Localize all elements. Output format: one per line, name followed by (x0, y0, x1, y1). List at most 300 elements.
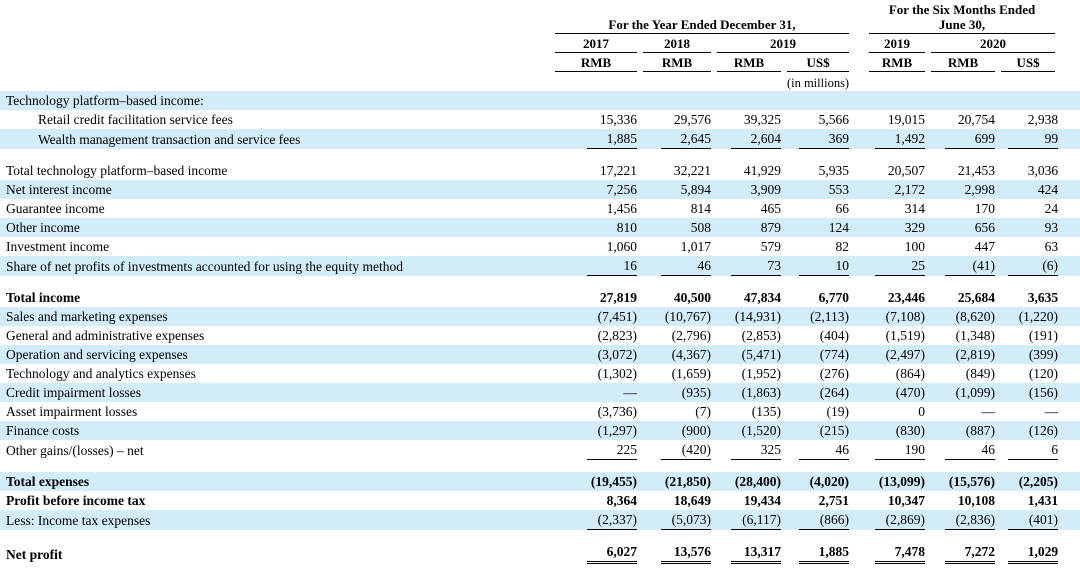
spacer-cell (0, 276, 1080, 288)
value-cell (784, 510, 852, 530)
value-cell (998, 510, 1080, 530)
table-row (0, 491, 1080, 510)
value-cell: (2,819) (928, 345, 998, 364)
unit-note: (in millions) (786, 76, 850, 90)
value-cell (928, 91, 998, 110)
value-cell: (1,220) (998, 307, 1080, 326)
underlined-value: 46 (945, 440, 995, 460)
value-cell: 329 (866, 218, 928, 237)
value-cell (640, 510, 714, 530)
value-cell: (1,348) (955, 328, 996, 343)
value-cell: (864) (895, 366, 926, 381)
value-cell (640, 91, 714, 110)
value-cell: (935) (640, 383, 714, 402)
interim-2020: 2020 (928, 34, 1080, 53)
value-cell: 447 (974, 239, 996, 254)
year-2019: 2019 (714, 34, 852, 53)
column-gap (852, 2, 866, 34)
value-cell: 814 (690, 201, 711, 216)
value-cell (998, 542, 1080, 564)
value-cell: 18,649 (673, 493, 711, 508)
value-cell: 29,576 (673, 112, 711, 127)
value-cell: 10,347 (887, 493, 926, 508)
page (0, 2, 1080, 585)
table-body (0, 91, 1080, 564)
value-cell: (404) (819, 328, 850, 343)
value-cell: 810 (552, 218, 640, 237)
value-cell: 20,507 (887, 163, 926, 178)
column-gap (852, 161, 866, 180)
value-cell: 1,017 (680, 239, 711, 254)
value-cell: 2,751 (818, 493, 850, 508)
underlined-value: (41) (945, 256, 995, 276)
currency-col-6: RMB (928, 53, 998, 72)
column-gap (852, 110, 866, 129)
empty-cell (0, 72, 552, 91)
value-cell: (2,853) (741, 328, 781, 343)
value-cell: 2,998 (928, 180, 998, 199)
value-cell (866, 256, 928, 276)
empty-cell (714, 72, 784, 91)
value-cell: (2,205) (998, 472, 1080, 491)
value-cell: (8,620) (928, 307, 998, 326)
value-cell (552, 440, 640, 460)
table-row (0, 91, 1080, 110)
value-cell: 27,819 (599, 290, 637, 305)
table-row (0, 326, 1080, 345)
currency-col-2: RMB (640, 53, 714, 72)
row-label: Sales and marketing expenses (0, 307, 552, 326)
empty-cell (552, 72, 640, 91)
value-cell: 100 (904, 239, 926, 254)
value-cell (998, 440, 1080, 460)
value-cell: (2,113) (784, 307, 852, 326)
spacer-cell (0, 530, 1080, 542)
value-cell: 47,834 (743, 290, 781, 305)
table-row (0, 129, 1080, 149)
value-cell: 508 (640, 218, 714, 237)
value-cell: (7) (695, 404, 711, 419)
underlined-value: 10 (799, 256, 849, 276)
value-cell: 5,894 (640, 180, 714, 199)
value-cell: 1,456 (606, 201, 637, 216)
value-cell: (15,576) (928, 472, 998, 491)
value-cell: 553 (784, 180, 852, 199)
double-underlined-value: 13,576 (661, 542, 711, 564)
value-cell: (1,520) (714, 421, 784, 440)
year-2017: 2017 (552, 34, 640, 53)
table-row (0, 199, 1080, 218)
value-cell: (1,297) (552, 421, 640, 440)
value-cell: (10,767) (640, 307, 714, 326)
value-cell: 39,325 (743, 112, 781, 127)
value-cell: (191) (1028, 328, 1059, 343)
value-cell: 19,434 (743, 493, 781, 508)
value-cell: 7,256 (552, 180, 640, 199)
spacer-cell (0, 460, 1080, 472)
header-currency-row (0, 53, 1080, 72)
value-cell: 21,453 (957, 163, 996, 178)
table-row (0, 440, 1080, 460)
value-cell: (830) (866, 421, 928, 440)
empty-cell (998, 72, 1080, 91)
annual-group-label: For the Year Ended December 31, (608, 17, 796, 32)
row-label: Technology and analytics expenses (6, 366, 196, 381)
value-cell: 879 (714, 218, 784, 237)
value-cell (784, 129, 852, 149)
double-underlined-value: 6,027 (587, 542, 637, 564)
underlined-value: 2,645 (661, 129, 711, 149)
column-gap (852, 491, 866, 510)
value-cell: (774) (784, 345, 852, 364)
value-cell: 20,754 (957, 112, 996, 127)
value-cell (714, 510, 784, 530)
value-cell: 24 (1044, 201, 1059, 216)
table-row (0, 218, 1080, 237)
value-cell: 17,221 (599, 163, 637, 178)
value-cell: (470) (866, 383, 928, 402)
row-label: Profit before income tax (6, 493, 146, 508)
underlined-value: 16 (587, 256, 637, 276)
spacer-row (0, 149, 1080, 161)
column-gap (852, 199, 866, 218)
column-gap (852, 129, 866, 149)
value-cell: 2,938 (1027, 112, 1059, 127)
value-cell: 8,364 (606, 493, 637, 508)
spacer-row (0, 460, 1080, 472)
table-row (0, 110, 1080, 129)
currency-col-4: US$ (784, 53, 852, 72)
double-underlined-value: 1,885 (799, 542, 849, 564)
double-underlined-value: 1,029 (1008, 542, 1058, 564)
underlined-value: 2,604 (731, 129, 781, 149)
currency-col-7: US$ (998, 53, 1080, 72)
value-cell: — (1044, 404, 1059, 419)
value-cell: 40,500 (673, 290, 711, 305)
row-label: Total income (6, 290, 81, 305)
value-cell: 3,036 (1027, 163, 1059, 178)
value-cell (714, 129, 784, 149)
row-label: Retail credit facilitation service fees (38, 112, 233, 127)
table-row (0, 542, 1080, 564)
value-cell: (7,451) (552, 307, 640, 326)
header-units-row (0, 72, 1080, 91)
value-cell: (2,796) (671, 328, 711, 343)
value-cell: (7,108) (866, 307, 928, 326)
underlined-value: (866) (799, 510, 849, 530)
underlined-value: 73 (731, 256, 781, 276)
row-label: Operation and servicing expenses (0, 345, 552, 364)
underlined-value: 46 (661, 256, 711, 276)
value-cell: (19,455) (552, 472, 640, 491)
table-row (0, 383, 1080, 402)
year-2018: 2018 (640, 34, 714, 53)
value-cell: 1,060 (606, 239, 637, 254)
row-label: Technology platform–based income: (0, 91, 552, 110)
value-cell (928, 256, 998, 276)
value-cell: 19,015 (887, 112, 926, 127)
value-cell (998, 91, 1080, 110)
financial-table (0, 2, 1080, 564)
column-gap (852, 364, 866, 383)
value-cell: 465 (760, 201, 781, 216)
row-label: Wealth management transaction and service fees (0, 129, 552, 149)
value-cell (998, 256, 1080, 276)
value-cell: (1,519) (885, 328, 926, 343)
column-gap (852, 402, 866, 421)
interim-group-label-line1: For the Six Months Ended (888, 2, 1036, 17)
row-label: Less: Income tax expenses (0, 510, 552, 530)
value-cell (714, 91, 784, 110)
value-cell: (264) (784, 383, 852, 402)
double-underlined-value: 7,478 (875, 542, 925, 564)
value-cell: (3,072) (552, 345, 640, 364)
value-cell (552, 91, 640, 110)
value-cell: (3,736) (597, 404, 637, 419)
double-underlined-value: 13,317 (731, 542, 781, 564)
value-cell (552, 542, 640, 564)
row-label: Total expenses (0, 472, 552, 491)
spacer-cell (0, 149, 1080, 161)
value-cell (552, 129, 640, 149)
value-cell: 10,108 (957, 493, 996, 508)
column-gap (852, 542, 866, 564)
column-gap (852, 91, 866, 110)
underlined-value: 46 (799, 440, 849, 460)
value-cell: 23,446 (887, 290, 926, 305)
underlined-value: (6) (1008, 256, 1058, 276)
value-cell (552, 510, 640, 530)
spacer-row (0, 276, 1080, 288)
value-cell (640, 440, 714, 460)
value-cell: — (981, 404, 996, 419)
underlined-value: 190 (875, 440, 925, 460)
column-gap (852, 307, 866, 326)
underlined-value: 6 (1008, 440, 1058, 460)
underlined-value: 1,492 (875, 129, 925, 149)
annual-group-header (552, 2, 852, 34)
value-cell: (120) (1028, 366, 1059, 381)
value-cell: 3,635 (1027, 290, 1059, 305)
underlined-value: 325 (731, 440, 781, 460)
table-row (0, 402, 1080, 421)
row-label: Net profit (6, 547, 63, 562)
underlined-value: 1,885 (587, 129, 637, 149)
value-cell (928, 542, 998, 564)
value-cell: 656 (928, 218, 998, 237)
interim-2019: 2019 (866, 34, 928, 53)
value-cell: (13,099) (866, 472, 928, 491)
value-cell: (1,952) (741, 366, 781, 381)
column-gap (852, 288, 866, 307)
value-cell (784, 440, 852, 460)
column-gap (852, 440, 866, 460)
value-cell (714, 256, 784, 276)
value-cell: (2,497) (866, 345, 928, 364)
column-gap (852, 256, 866, 276)
table-row (0, 161, 1080, 180)
table-row (0, 307, 1080, 326)
value-cell (714, 542, 784, 564)
header-years-row (0, 34, 1080, 53)
column-gap (852, 237, 866, 256)
underlined-value: (2,869) (875, 510, 925, 530)
header-group-row (0, 2, 1080, 34)
column-gap (852, 345, 866, 364)
value-cell (998, 129, 1080, 149)
value-cell (866, 129, 928, 149)
value-cell: 314 (904, 201, 926, 216)
table-row (0, 237, 1080, 256)
value-cell: 1,431 (1027, 493, 1059, 508)
value-cell (866, 542, 928, 564)
column-gap (852, 34, 866, 53)
table-row (0, 364, 1080, 383)
value-cell: 82 (835, 239, 850, 254)
value-cell: (156) (998, 383, 1080, 402)
table-row (0, 421, 1080, 440)
value-cell: 2,172 (866, 180, 928, 199)
currency-col-3: RMB (714, 53, 784, 72)
interim-group-header (866, 2, 1080, 34)
value-cell: (21,850) (640, 472, 714, 491)
value-cell (640, 542, 714, 564)
value-cell: (135) (751, 404, 781, 419)
value-cell: (126) (998, 421, 1080, 440)
table-row (0, 288, 1080, 307)
value-cell: 5,935 (818, 163, 850, 178)
value-cell: (19) (826, 404, 850, 419)
empty-cell (928, 72, 998, 91)
value-cell: 3,909 (714, 180, 784, 199)
interim-group-label-line2: June 30, (938, 17, 986, 32)
value-cell (928, 129, 998, 149)
table-row (0, 472, 1080, 491)
column-gap (852, 72, 866, 91)
value-cell: (1,863) (714, 383, 784, 402)
value-cell: (2,823) (597, 328, 637, 343)
column-gap (852, 421, 866, 440)
value-cell: 63 (1044, 239, 1059, 254)
value-cell (784, 542, 852, 564)
value-cell: (1,659) (671, 366, 711, 381)
row-label: Total technology platform–based income (6, 163, 228, 178)
value-cell (928, 510, 998, 530)
underlined-value: 699 (945, 129, 995, 149)
value-cell: (900) (640, 421, 714, 440)
underlined-value: (420) (661, 440, 711, 460)
value-cell: 41,929 (743, 163, 781, 178)
value-cell: (399) (998, 345, 1080, 364)
double-underlined-value: 7,272 (945, 542, 995, 564)
value-cell (714, 440, 784, 460)
value-cell (552, 256, 640, 276)
value-cell: 424 (998, 180, 1080, 199)
value-cell: 25,684 (957, 290, 996, 305)
value-cell (640, 129, 714, 149)
value-cell: 170 (974, 201, 996, 216)
value-cell: 124 (784, 218, 852, 237)
column-gap (852, 218, 866, 237)
value-cell: 0 (918, 404, 926, 419)
underlined-value: (5,073) (661, 510, 711, 530)
column-gap (852, 53, 866, 72)
value-cell: (1,099) (928, 383, 998, 402)
value-cell: 66 (835, 201, 850, 216)
value-cell: (28,400) (714, 472, 784, 491)
row-label: Other income (0, 218, 552, 237)
value-cell (784, 256, 852, 276)
underlined-value: 99 (1008, 129, 1058, 149)
value-cell: 93 (998, 218, 1080, 237)
value-cell (866, 440, 928, 460)
empty-cell (640, 72, 714, 91)
empty-corner (0, 2, 552, 34)
value-cell (784, 91, 852, 110)
column-gap (852, 510, 866, 530)
row-label: Net interest income (0, 180, 552, 199)
table-row (0, 256, 1080, 276)
value-cell: (1,302) (597, 366, 637, 381)
empty-cell (0, 53, 552, 72)
underlined-value: (2,836) (945, 510, 995, 530)
column-gap (852, 180, 866, 199)
value-cell: (849) (965, 366, 996, 381)
row-label: Credit impairment losses (0, 383, 552, 402)
value-cell: 579 (760, 239, 781, 254)
value-cell: (4,367) (640, 345, 714, 364)
underlined-value: (6,117) (731, 510, 781, 530)
value-cell: (14,931) (714, 307, 784, 326)
currency-col-1: RMB (552, 53, 640, 72)
empty-cell (0, 34, 552, 53)
row-label: Guarantee income (6, 201, 105, 216)
row-label: Asset impairment losses (6, 404, 138, 419)
value-cell (640, 256, 714, 276)
value-cell: 32,221 (673, 163, 711, 178)
underlined-value: (2,337) (587, 510, 637, 530)
value-cell (866, 91, 928, 110)
underlined-value: 369 (799, 129, 849, 149)
underlined-value: 25 (875, 256, 925, 276)
column-gap (852, 472, 866, 491)
value-cell: (276) (819, 366, 850, 381)
value-cell: 5,566 (818, 112, 850, 127)
table-row (0, 345, 1080, 364)
value-cell (928, 440, 998, 460)
value-cell (866, 510, 928, 530)
value-cell: (4,020) (784, 472, 852, 491)
currency-col-5: RMB (866, 53, 928, 72)
underlined-value: (401) (1008, 510, 1058, 530)
row-label: Share of net profits of investments accounted for using the equity method (0, 256, 552, 276)
value-cell: — (552, 383, 640, 402)
row-label: Investment income (6, 239, 110, 254)
spacer-row (0, 530, 1080, 542)
row-label: Finance costs (0, 421, 552, 440)
table-row (0, 180, 1080, 199)
value-cell: (5,471) (714, 345, 784, 364)
value-cell: 15,336 (599, 112, 637, 127)
empty-cell (866, 72, 928, 91)
row-label: General and administrative expenses (6, 328, 205, 343)
value-cell: 6,770 (818, 290, 850, 305)
column-gap (852, 383, 866, 402)
value-cell: (887) (928, 421, 998, 440)
underlined-value: 225 (587, 440, 637, 460)
row-label: Other gains/(losses) – net (6, 443, 144, 458)
table-row (0, 510, 1080, 530)
